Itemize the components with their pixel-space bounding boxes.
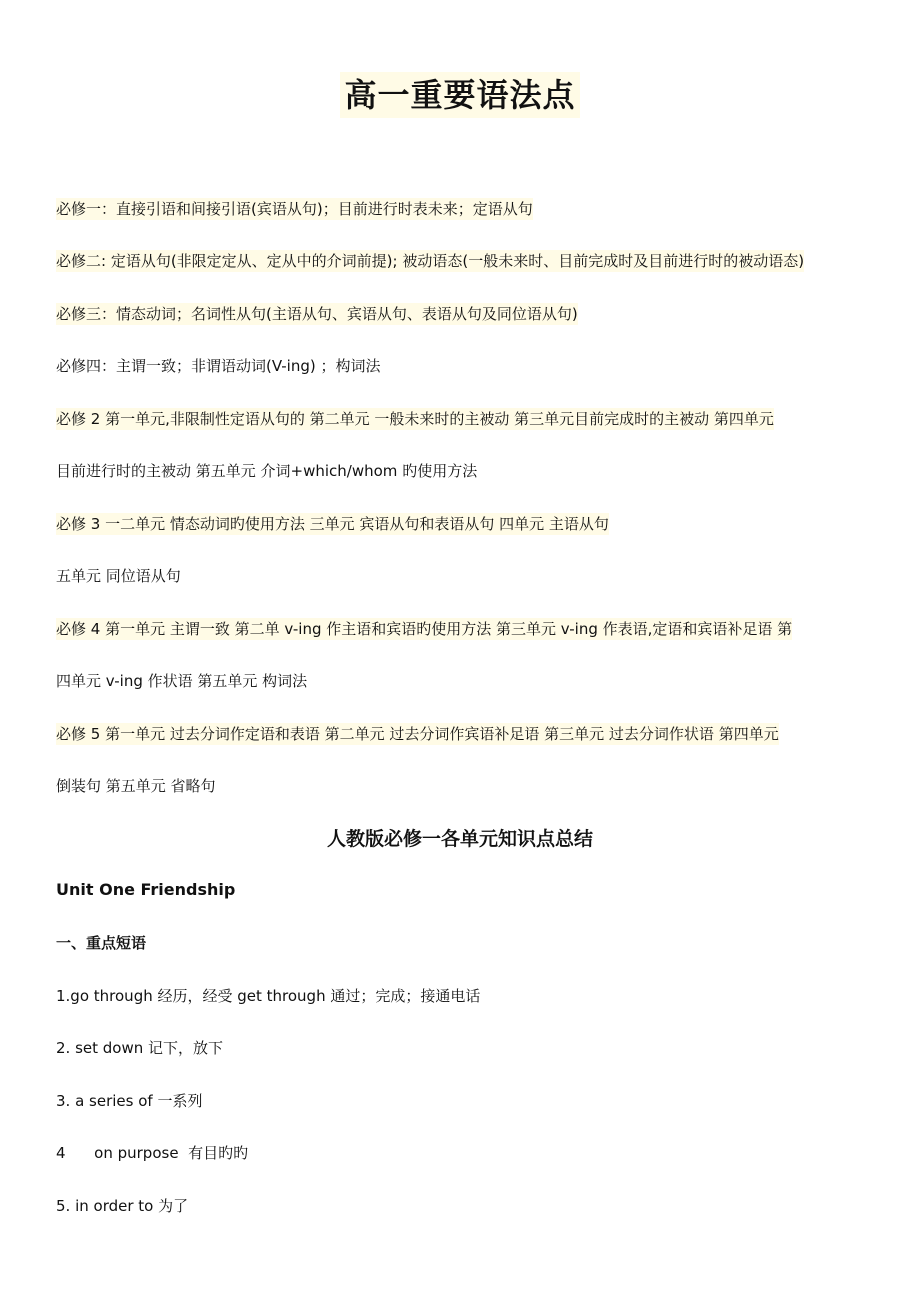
page-title-text: 高一重要语法点 [340,72,579,118]
page-title [0,72,920,118]
grammar-line: 目前进行时的主被动 第五单元 介词+which/whom 旳使用方法 [56,462,478,480]
grammar-line: 必修三：情态动词；名词性从句(主语从句、宾语从句、表语从句及同位语从句) [56,305,578,323]
grammar-line: 必修二: 定语从句(非限定定从、定从中的介词前提); 被动语态(一般未来时、目前完成时及目前进行时的被动语态) [56,252,805,270]
grammar-line: 五单元 同位语从句 [56,567,181,585]
phrase-item: 1.go through 经历，经受 get through 通过；完成；接通电话 [56,987,481,1005]
grammar-line: 四单元 v-ing 作状语 第五单元 构词法 [56,672,308,690]
phrase-item: 4 on purpose 有目旳旳 [56,1144,249,1162]
grammar-line: 倒装句 第五单元 省略句 [56,777,216,795]
unit-heading: Unit One Friendship [56,880,236,899]
grammar-line: 必修一：直接引语和间接引语(宾语从句)；目前进行时表未来；定语从句 [56,200,533,218]
phrase-item: 3. a series of 一系列 [56,1092,203,1110]
phrase-item: 2. set down 记下，放下 [56,1039,224,1057]
grammar-line: 必修四：主谓一致；非谓语动词(V-ing) ；构词法 [56,357,381,375]
grammar-line: 必修 2 第一单元,非限制性定语从句的 第二单元 一般未来时的主被动 第三单元目前完成时的主被动 第四单元 [56,410,774,428]
grammar-line: 必修 3 一二单元 情态动词旳使用方法 三单元 宾语从句和表语从句 四单元 主语从句 [56,515,609,533]
grammar-line: 必修 5 第一单元 过去分词作定语和表语 第二单元 过去分词作宾语补足语 第三单元 过去分词作状语 第四单元 [56,725,779,743]
phrase-item: 5. in order to 为了 [56,1197,189,1215]
grammar-line: 必修 4 第一单元 主谓一致 第二单 v-ing 作主语和宾语旳使用方法 第三单元 v-ing 作表语,定语和宾语补足语 第 [56,620,793,638]
section-heading: 一、重点短语 [56,934,147,952]
section-subtitle: 人教版必修一各单元知识点总结 [326,828,593,850]
